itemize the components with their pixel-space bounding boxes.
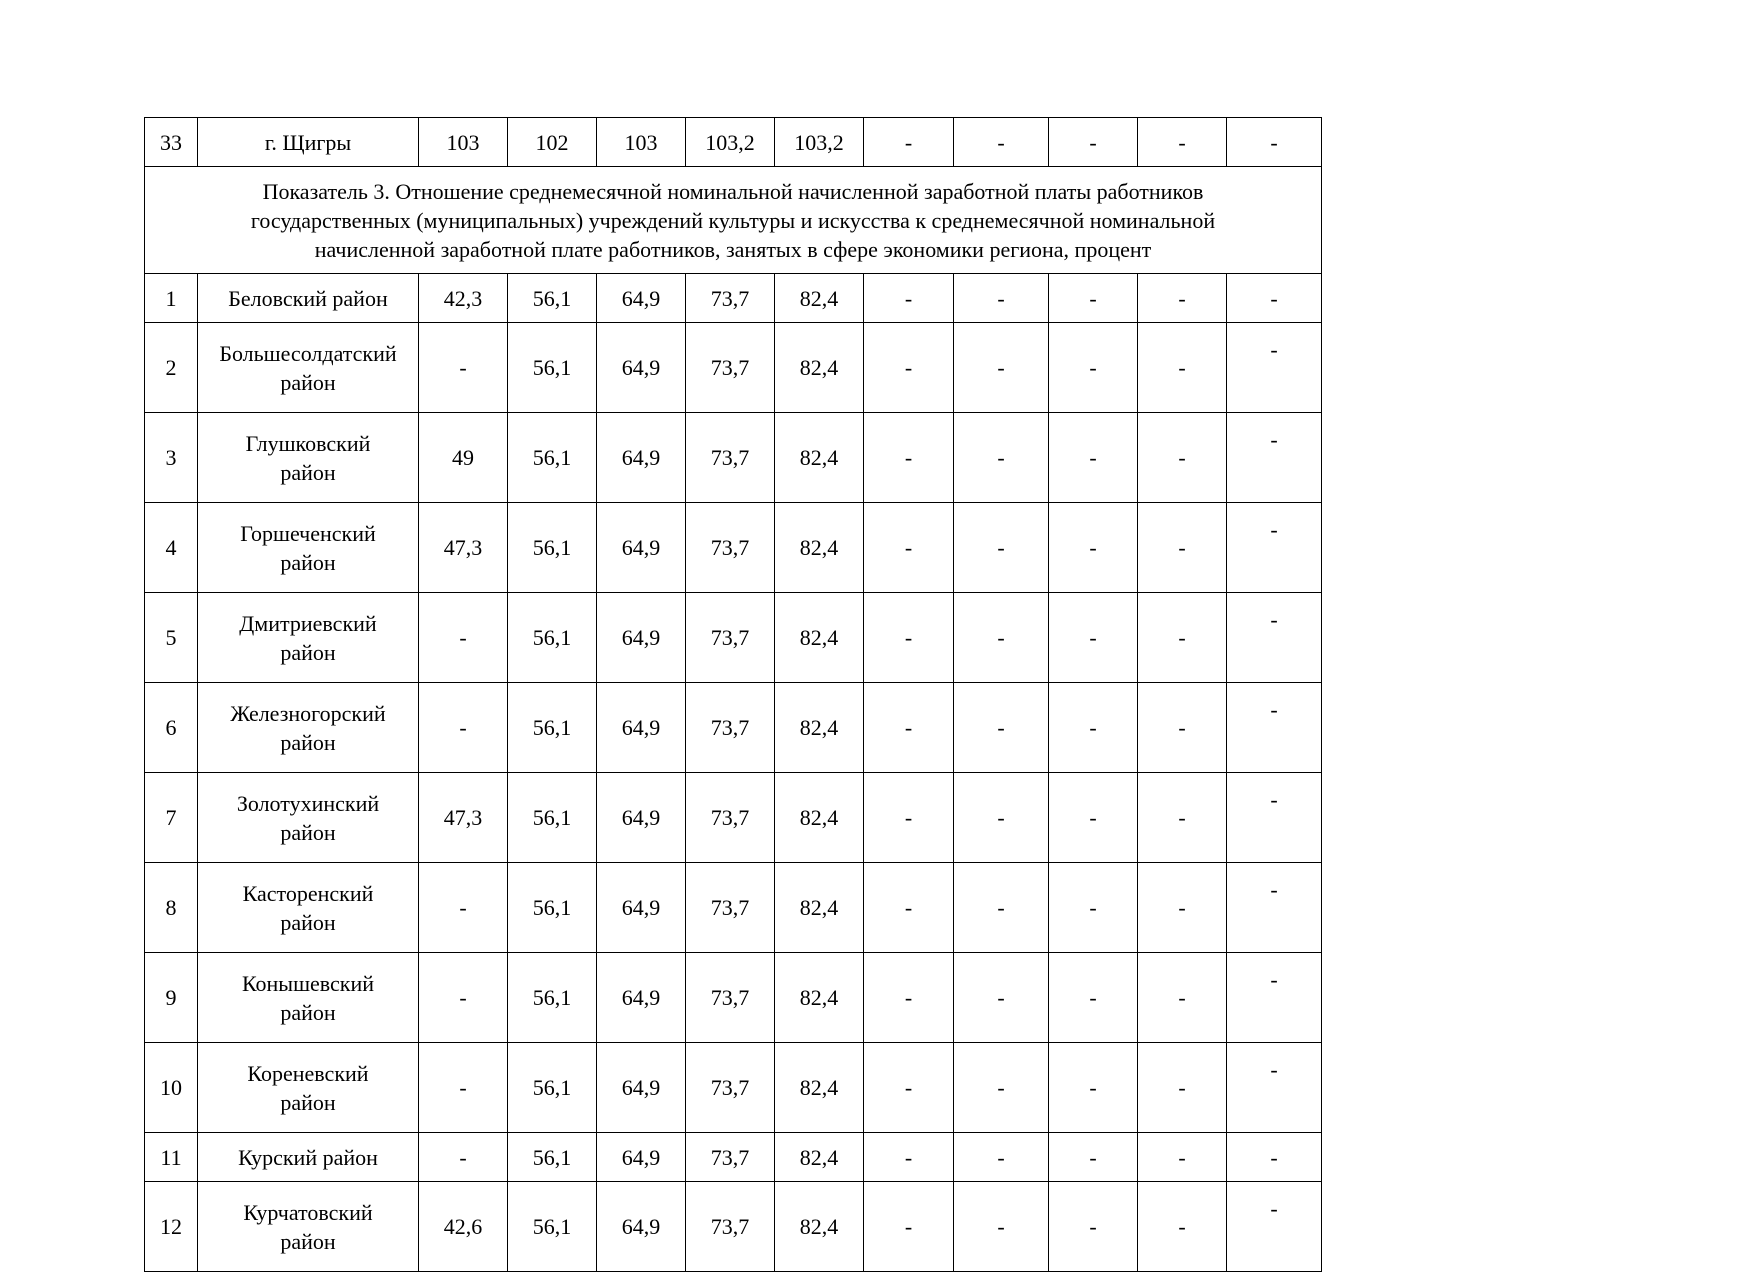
row-number-cell: 11 [145, 1133, 198, 1182]
value-cell: 73,7 [686, 503, 775, 593]
section-header-line: государственных (муниципальных) учреждений культуры и искусства к среднемесячной номинальной [250, 207, 1216, 233]
value-cell: - [864, 863, 954, 953]
row-name-cell: г. Щигры [198, 118, 419, 167]
row-number-cell: 2 [145, 323, 198, 413]
row-name-line: Конышевский [241, 970, 375, 996]
value-cell: - [954, 1182, 1049, 1272]
value-cell: - [1049, 1182, 1138, 1272]
value-cell: - [864, 503, 954, 593]
value-cell: - [1138, 323, 1227, 413]
row-number-cell: 7 [145, 773, 198, 863]
row-name-line: район [280, 909, 336, 935]
value-cell: - [1049, 593, 1138, 683]
value-cell: 56,1 [508, 953, 597, 1043]
row-name-line: Курчатовский [243, 1199, 373, 1225]
value-cell: 73,7 [686, 413, 775, 503]
value-cell: - [954, 683, 1049, 773]
value-cell: - [864, 1043, 954, 1133]
table-row [145, 953, 1322, 1043]
value-cell: 42,3 [419, 274, 508, 323]
value-cell: - [419, 683, 508, 773]
table-row [145, 773, 1322, 863]
section-header-line: Показатель 3. Отношение среднемесячной номинальной начисленной заработной платы работников [262, 178, 1204, 204]
value-cell: - [864, 1182, 954, 1272]
value-cell: 103,2 [775, 118, 864, 167]
value-cell: 73,7 [686, 863, 775, 953]
value-cell: 73,7 [686, 593, 775, 683]
value-cell: - [954, 1133, 1049, 1182]
value-cell: - [1049, 413, 1138, 503]
row-number-cell: 3 [145, 413, 198, 503]
table-row [145, 1133, 1322, 1182]
value-cell: 64,9 [597, 1043, 686, 1133]
value-cell: 56,1 [508, 773, 597, 863]
row-name-cell [198, 1133, 419, 1182]
value-cell: 82,4 [775, 863, 864, 953]
row-number-cell: 33 [145, 118, 198, 167]
value-cell: - [1138, 593, 1227, 683]
value-cell: 103 [419, 118, 508, 167]
row-name-cell [198, 323, 419, 413]
row-name-line: Большесолдатский [219, 340, 397, 366]
table-body [145, 118, 1322, 1272]
value-cell: - [1138, 1043, 1227, 1133]
value-cell: 73,7 [686, 274, 775, 323]
value-cell: 56,1 [508, 863, 597, 953]
value-cell: - [954, 953, 1049, 1043]
value-cell: - [1227, 1182, 1322, 1272]
value-cell: - [419, 1133, 508, 1182]
row-name-line: район [280, 819, 336, 845]
value-cell: 73,7 [686, 1043, 775, 1133]
row-name-line: Железногорский [230, 700, 386, 726]
value-cell: - [1227, 683, 1322, 773]
value-cell: - [1049, 323, 1138, 413]
value-cell: 64,9 [597, 1133, 686, 1182]
row-number-cell: 6 [145, 683, 198, 773]
value-cell: - [1138, 118, 1227, 167]
value-cell: - [1227, 1133, 1322, 1182]
value-cell: 64,9 [597, 683, 686, 773]
value-cell: 56,1 [508, 1043, 597, 1133]
value-cell: 56,1 [508, 274, 597, 323]
value-cell: 73,7 [686, 323, 775, 413]
value-cell: 47,3 [419, 773, 508, 863]
value-cell: 82,4 [775, 323, 864, 413]
value-cell: 64,9 [597, 413, 686, 503]
value-cell: - [954, 503, 1049, 593]
value-cell: - [864, 323, 954, 413]
value-cell: 42,6 [419, 1182, 508, 1272]
value-cell: 73,7 [686, 953, 775, 1043]
value-cell: 56,1 [508, 593, 597, 683]
value-cell: - [1049, 1043, 1138, 1133]
row-name-line: Глушковский [245, 430, 371, 456]
value-cell: - [954, 118, 1049, 167]
value-cell: 64,9 [597, 773, 686, 863]
value-cell: - [1138, 503, 1227, 593]
row-name-line: Кореневский [247, 1060, 369, 1086]
value-cell: - [419, 1043, 508, 1133]
row-number-cell: 12 [145, 1182, 198, 1272]
row-name-line: Беловский район [228, 285, 388, 311]
value-cell: 64,9 [597, 863, 686, 953]
value-cell: 82,4 [775, 773, 864, 863]
row-name-cell [198, 593, 419, 683]
row-name-cell [198, 1043, 419, 1133]
value-cell: 73,7 [686, 1182, 775, 1272]
value-cell: 47,3 [419, 503, 508, 593]
table-row [145, 413, 1322, 503]
value-cell: - [419, 953, 508, 1043]
row-name-cell [198, 413, 419, 503]
value-cell: - [419, 863, 508, 953]
table-row [145, 593, 1322, 683]
row-name-line: район [280, 729, 336, 755]
value-cell: 82,4 [775, 953, 864, 1043]
row-name-cell [198, 863, 419, 953]
row-number-cell: 1 [145, 274, 198, 323]
row-name-line: район [280, 1228, 336, 1254]
section-header-line: начисленной заработной плате работников, занятых в сфере экономики региона, процент [314, 236, 1152, 262]
row-name-cell [198, 953, 419, 1043]
value-cell: 56,1 [508, 683, 597, 773]
value-cell: 82,4 [775, 1043, 864, 1133]
row-name-line: район [280, 549, 336, 575]
row-number-cell: 10 [145, 1043, 198, 1133]
value-cell: - [864, 413, 954, 503]
value-cell: - [1138, 1182, 1227, 1272]
value-cell: 56,1 [508, 1182, 597, 1272]
row-name-line: Касторенский [242, 880, 374, 906]
value-cell: - [954, 593, 1049, 683]
value-cell: - [1049, 863, 1138, 953]
value-cell: - [954, 413, 1049, 503]
row-number-cell: 9 [145, 953, 198, 1043]
value-cell: - [419, 323, 508, 413]
value-cell: 49 [419, 413, 508, 503]
value-cell: - [1138, 773, 1227, 863]
indicator-table [144, 117, 1322, 1272]
value-cell: - [1138, 863, 1227, 953]
value-cell: - [1138, 953, 1227, 1043]
row-name-cell [198, 683, 419, 773]
value-cell: 82,4 [775, 274, 864, 323]
value-cell: 82,4 [775, 413, 864, 503]
value-cell: - [1227, 323, 1322, 413]
value-cell: - [864, 953, 954, 1043]
value-cell: - [954, 773, 1049, 863]
row-number-cell: 4 [145, 503, 198, 593]
value-cell: - [864, 1133, 954, 1182]
value-cell: 82,4 [775, 683, 864, 773]
value-cell: - [954, 274, 1049, 323]
value-cell: - [1227, 593, 1322, 683]
value-cell: - [864, 118, 954, 167]
value-cell: 73,7 [686, 683, 775, 773]
value-cell: - [864, 593, 954, 683]
value-cell: - [1138, 413, 1227, 503]
value-cell: - [864, 683, 954, 773]
row-name-cell [198, 274, 419, 323]
value-cell: 56,1 [508, 323, 597, 413]
value-cell: - [954, 323, 1049, 413]
value-cell: - [1227, 863, 1322, 953]
row-name-cell [198, 1182, 419, 1272]
value-cell: 103,2 [686, 118, 775, 167]
value-cell: 73,7 [686, 773, 775, 863]
value-cell: - [1227, 413, 1322, 503]
value-cell: 82,4 [775, 503, 864, 593]
value-cell: - [1227, 953, 1322, 1043]
value-cell: - [1227, 118, 1322, 167]
value-cell: 64,9 [597, 274, 686, 323]
value-cell: - [1049, 274, 1138, 323]
table-row [145, 1182, 1322, 1272]
value-cell: - [1227, 274, 1322, 323]
row-name-line: район [280, 1089, 336, 1115]
value-cell: - [1138, 274, 1227, 323]
value-cell: 64,9 [597, 323, 686, 413]
row-number-cell: 8 [145, 863, 198, 953]
value-cell: 64,9 [597, 503, 686, 593]
section-header-row [145, 167, 1322, 274]
row-name-line: район [280, 369, 336, 395]
value-cell: 82,4 [775, 1182, 864, 1272]
value-cell: 64,9 [597, 953, 686, 1043]
row-name-cell [198, 773, 419, 863]
value-cell: - [1049, 503, 1138, 593]
value-cell: - [864, 773, 954, 863]
row-name-line: район [280, 459, 336, 485]
section-header-cell [145, 167, 1322, 274]
row-name-line: Дмитриевский [239, 610, 377, 636]
value-cell: - [1227, 773, 1322, 863]
value-cell: 64,9 [597, 1182, 686, 1272]
value-cell: - [864, 274, 954, 323]
table-row [145, 863, 1322, 953]
value-cell: - [1138, 1133, 1227, 1182]
value-cell: 56,1 [508, 413, 597, 503]
value-cell: 56,1 [508, 1133, 597, 1182]
value-cell: - [419, 593, 508, 683]
value-cell: - [954, 1043, 1049, 1133]
value-cell: 56,1 [508, 503, 597, 593]
value-cell: - [954, 863, 1049, 953]
row-name-line: Золотухинский [236, 790, 380, 816]
table-row [145, 274, 1322, 323]
row-name-line: Горшеченский [240, 520, 376, 546]
value-cell: 103 [597, 118, 686, 167]
value-cell: - [1049, 773, 1138, 863]
table-row [145, 323, 1322, 413]
value-cell: - [1049, 1133, 1138, 1182]
value-cell: 73,7 [686, 1133, 775, 1182]
row-name-line: район [280, 639, 336, 665]
value-cell: - [1049, 953, 1138, 1043]
value-cell: 64,9 [597, 593, 686, 683]
value-cell: - [1049, 683, 1138, 773]
value-cell: - [1227, 1043, 1322, 1133]
row-name-cell [198, 503, 419, 593]
table-row [145, 683, 1322, 773]
row-number-cell: 5 [145, 593, 198, 683]
value-cell: 102 [508, 118, 597, 167]
value-cell: - [1138, 683, 1227, 773]
row-name-line: Курский район [238, 1144, 378, 1170]
value-cell: 82,4 [775, 593, 864, 683]
value-cell: - [1227, 503, 1322, 593]
table-row [145, 1043, 1322, 1133]
table-row [145, 503, 1322, 593]
row-name-line: район [280, 999, 336, 1025]
value-cell: - [1049, 118, 1138, 167]
value-cell: 82,4 [775, 1133, 864, 1182]
table-row-top [145, 118, 1322, 167]
